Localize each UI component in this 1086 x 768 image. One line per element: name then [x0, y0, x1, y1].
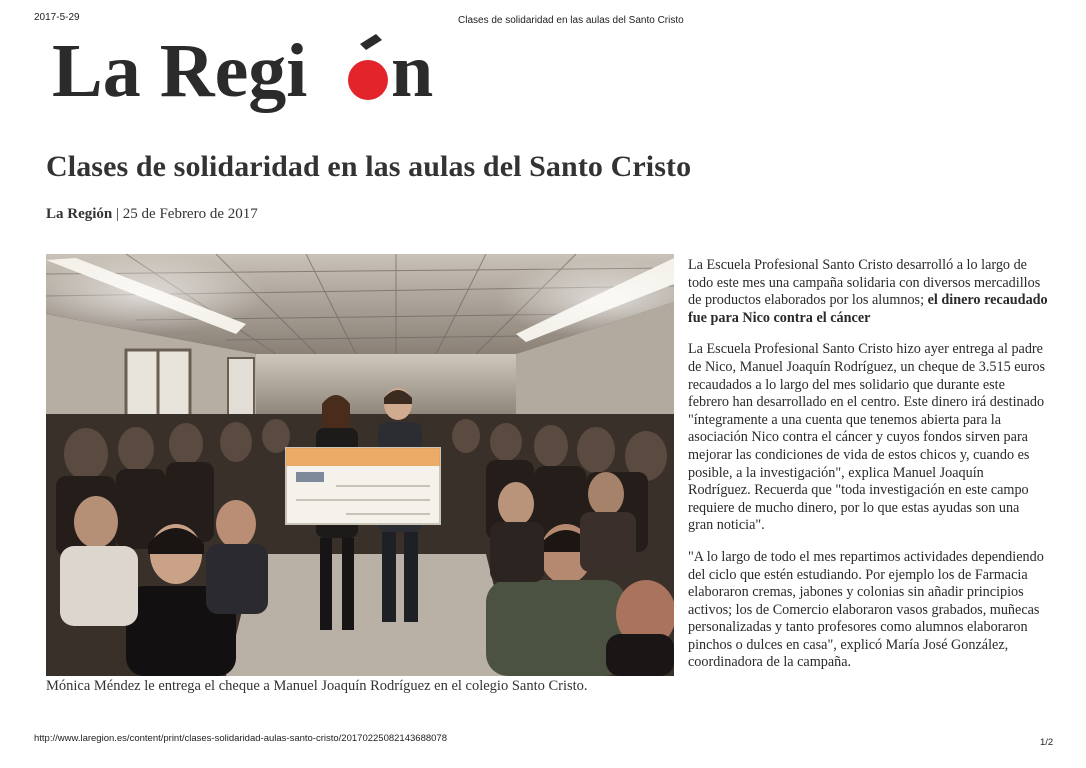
logo-accent-mark [360, 34, 382, 50]
print-header [0, 12, 1086, 28]
logo-text-part-2: n [391, 29, 434, 113]
print-footer [0, 733, 1086, 747]
svg-text:n [391, 29, 433, 113]
print-date: 2017-5-29 [34, 12, 80, 23]
article-headline: Clases de solidaridad en las aulas del Santo Cristo [46, 150, 692, 183]
article-paragraph: La Escuela Profesional Santo Cristo hizo ayer entrega al padre de Nico, Manuel Joaquín Rodríguez, un cheque de 3.515 euros recaudados a lo largo del mes solidario que durante este febrero han desarrollado en el centro. Este dinero irá destinado "íntegramente a una cuenta que tenemos abierta para la asociación Nico contra el cáncer y cuyos fondos sirven para mejorar las condiciones de vida de estos chicos y, cuando es posible, a la investigación", explica Manuel Joaquín Rodríguez. Recuerda que "toda investigación en este campo requiere de mucho dinero, por lo que estas ayudas son una gran noticia". [688, 341, 1045, 534]
print-page-title: Clases de solidaridad en las aulas del Santo Cristo [458, 15, 684, 26]
article-body [688, 257, 1048, 686]
article-photo [46, 254, 674, 676]
print-page-number: 1/2 [1040, 737, 1054, 748]
byline [46, 206, 258, 223]
classroom-photo-illustration [46, 254, 674, 676]
article-paragraph: "A lo largo de todo el mes repartimos actividades dependiendo del ciclo que estén estudiando. Por ejemplo los de Farmacia elaboraron cremas, jabones y colonias sin añadir principios activos; los de Comercio elaboraron vasos grabados, muñecas personalizadas y tanto profesores como alumnos elaboraron pinchos o dulces en casa", explicó María José González, coordinadora de la campaña. [688, 548, 1044, 671]
byline-separator: | [112, 206, 123, 222]
byline-source: La Región [46, 206, 113, 222]
svg-text:La Regi [52, 29, 307, 113]
article-lead-text: La Escuela Profesional Santo Cristo desarrolló a lo largo de todo este mes una campaña solidaria con diversos mercadillos de productos elaborados por los alumnos; [688, 257, 1041, 309]
article-lead [688, 257, 1048, 327]
photo-caption: Mónica Méndez le entrega el cheque a Manuel Joaquín Rodríguez en el colegio Santo Cristo. [46, 678, 588, 694]
logo-red-dot [348, 60, 388, 100]
article-lead-emphasis: el dinero recaudado fue para Nico contra el cáncer [688, 292, 1048, 326]
print-url: http://www.laregion.es/content/print/clases-solidaridad-aulas-santo-cristo/20170225082143688078 [34, 733, 447, 744]
byline-date: 25 de Febrero de 2017 [122, 206, 258, 222]
logo-text-part-1: La Regi [52, 29, 308, 113]
la-region-logo [52, 28, 452, 118]
